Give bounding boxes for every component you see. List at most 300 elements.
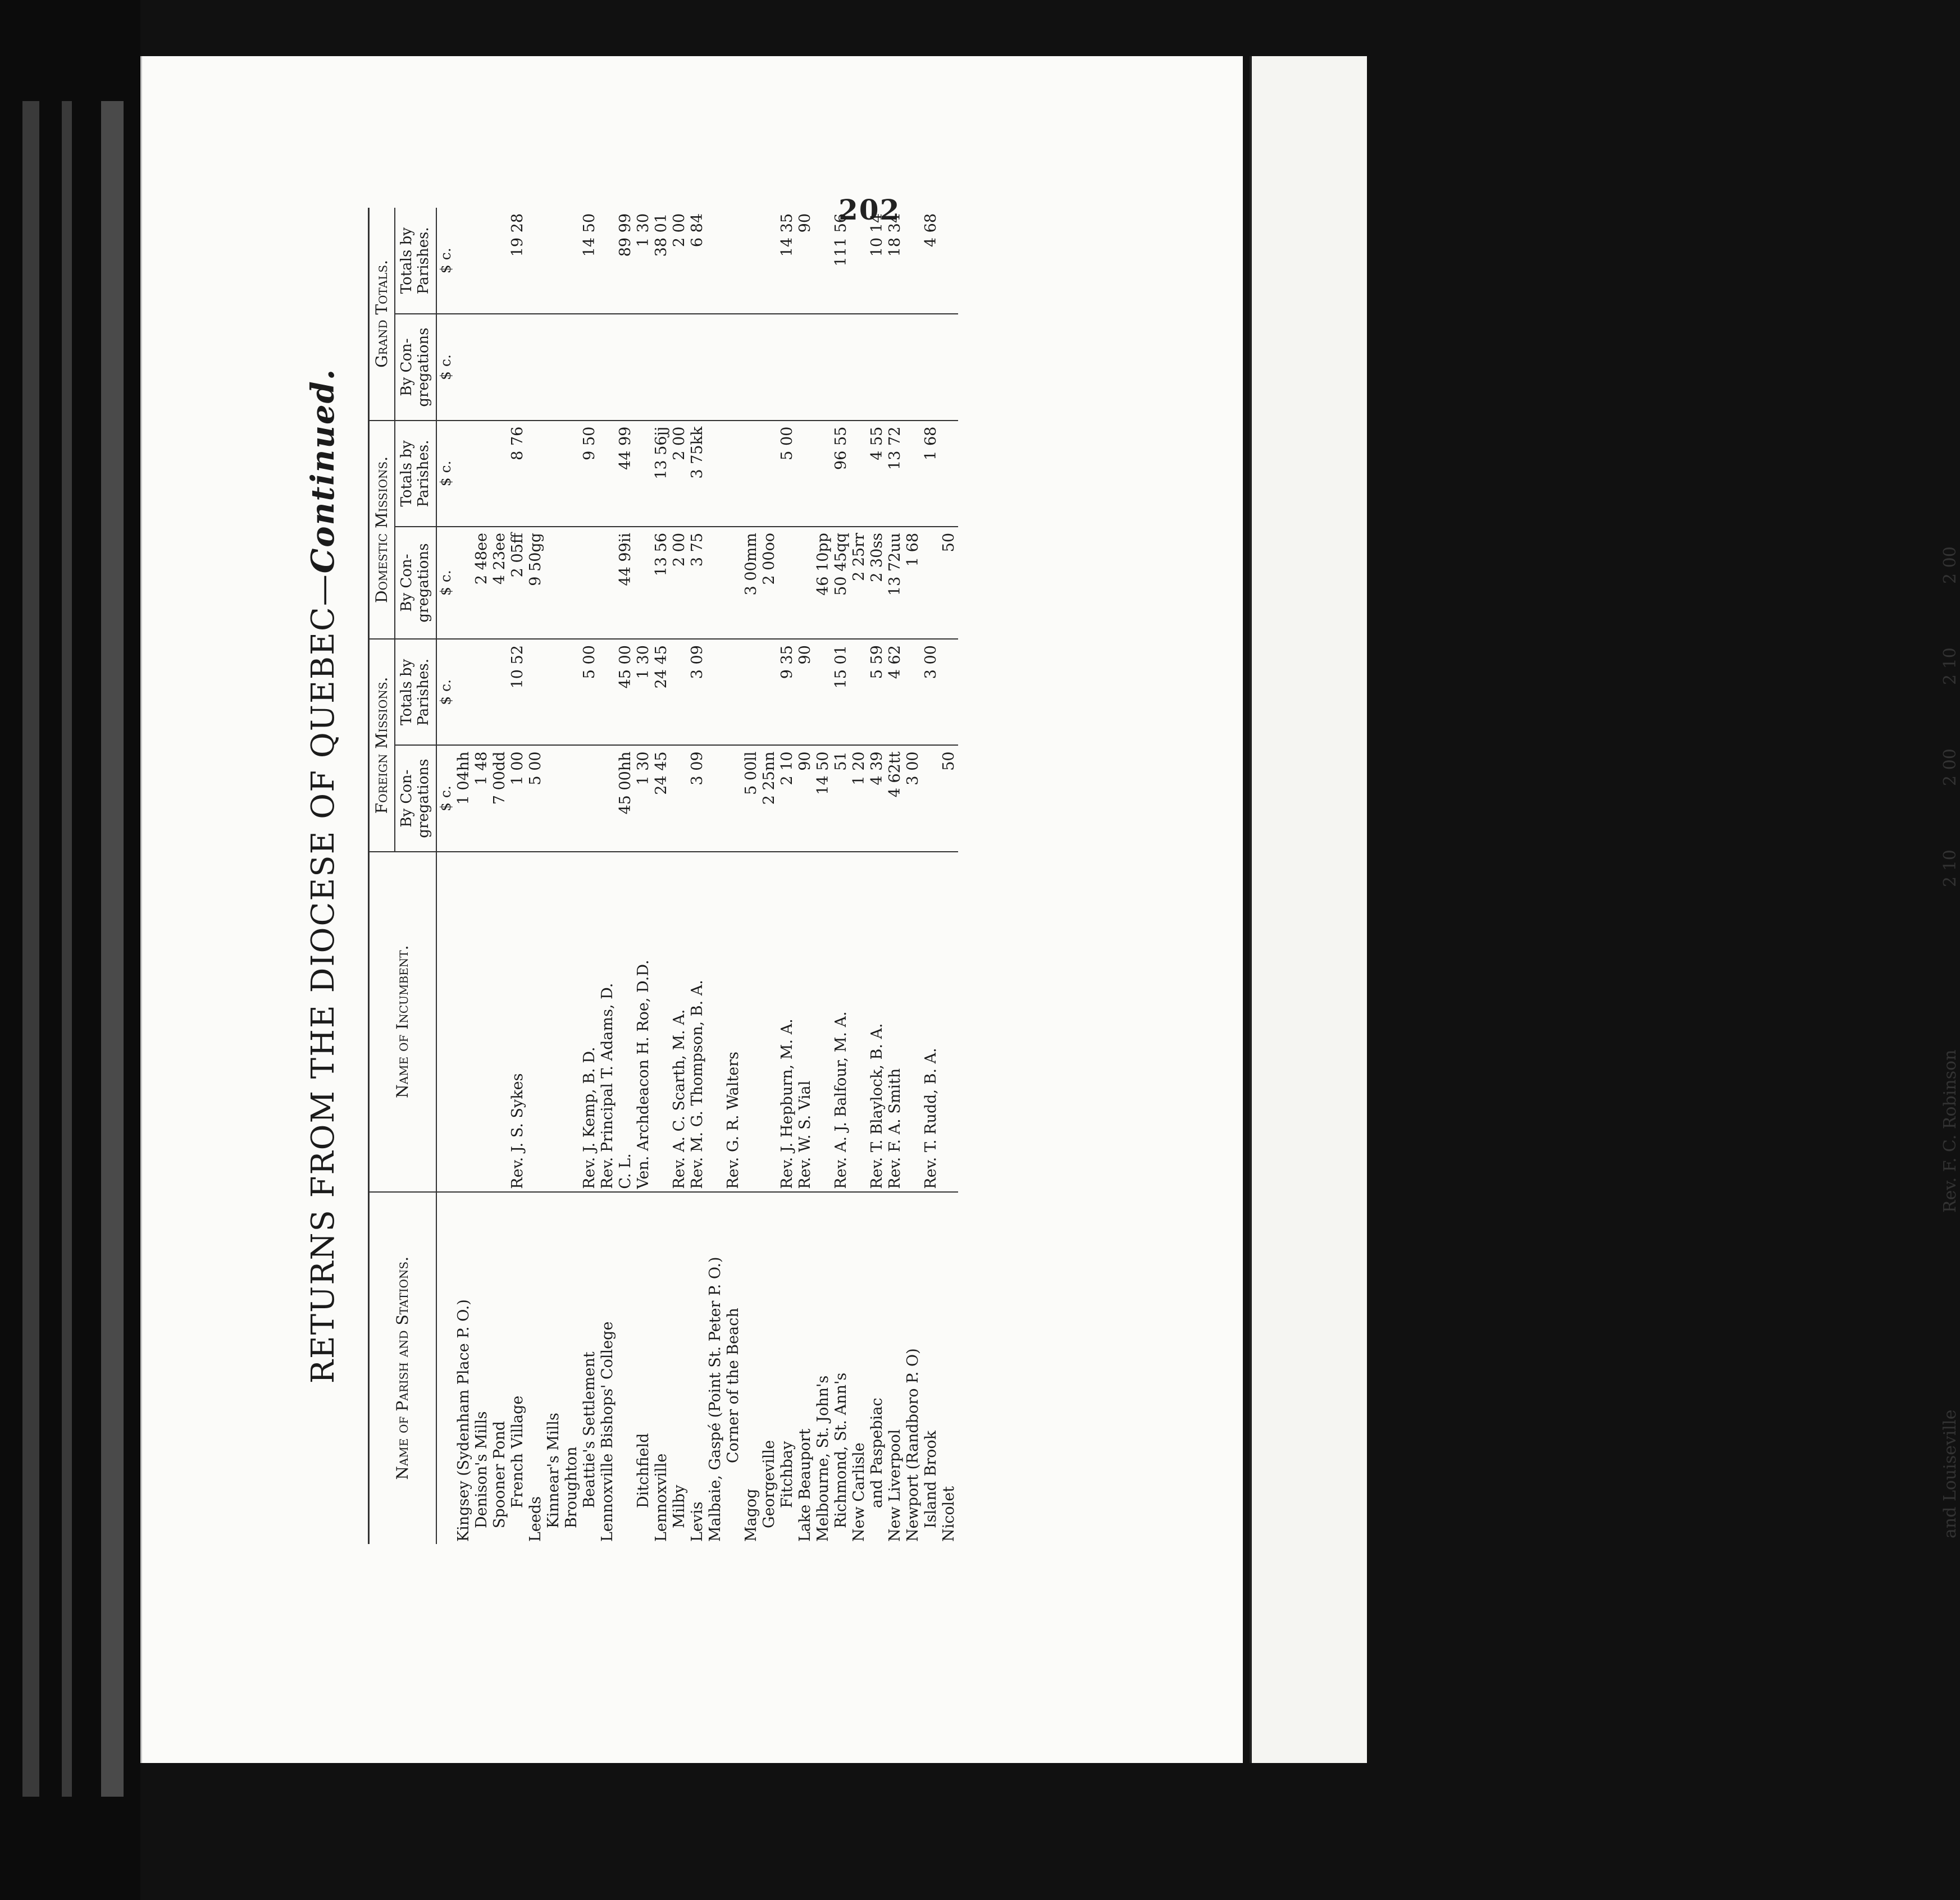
incumbent-cell-text: Rev. J. S. Sykes (508, 1073, 526, 1189)
domestic-parish-total (635, 421, 653, 527)
domestic-parish-total (940, 421, 958, 527)
table-row (653, 208, 671, 1544)
foreign-parish-total-text: 90 (796, 645, 814, 665)
parish-cell (635, 1192, 653, 1544)
foreign-congregation-amount (473, 745, 491, 851)
incumbent-cell (886, 852, 904, 1192)
grand-congregation-amount (832, 314, 850, 420)
domestic-congregation-amount (850, 527, 868, 639)
foreign-parish-total (599, 639, 617, 745)
foreign-congregation-amount-text: 5 00 (526, 751, 544, 785)
incumbent-cell-text: Rev. W. S. Vial (796, 1080, 814, 1189)
grand-parish-total (850, 208, 868, 314)
domestic-congregation-amount-text: 3 75 (688, 533, 706, 567)
table-row (581, 208, 599, 1544)
domestic-congregation-amount (940, 527, 958, 639)
domestic-congregation-amount (760, 527, 778, 639)
domestic-congregation-amount-text: 2 05ff (508, 533, 526, 578)
table-row (545, 208, 563, 1544)
grand-parish-total-text: 19 28 (508, 213, 526, 257)
parish-cell-text: Kinnear's Mills (544, 1413, 562, 1528)
foreign-parish-total (940, 639, 958, 745)
grand-parish-total-text: 14 35 (778, 213, 796, 257)
foreign-parish-total (850, 639, 868, 745)
grand-parish-total (778, 208, 796, 314)
domestic-congregation-amount (509, 527, 527, 639)
incumbent-cell-text: Rev. F. A. Smith (886, 1068, 904, 1189)
parish-cell (473, 1192, 491, 1544)
foreign-congregation-amount (778, 745, 796, 851)
domestic-congregation-amount-text: 50 (940, 533, 958, 552)
grand-congregation-amount (886, 314, 904, 420)
table-row (473, 208, 491, 1544)
grand-parish-total (635, 208, 653, 314)
incumbent-cell (850, 852, 868, 1192)
incumbent-cell-text: Rev. M. G. Thompson, B. A. (688, 980, 706, 1189)
grand-parish-total (832, 208, 850, 314)
domestic-congregation-amount-text: 13 56 (652, 533, 670, 577)
foreign-congregation-amount-text: 1 00 (508, 751, 526, 785)
foreign-congregation-amount (563, 745, 581, 851)
grand-congregation-amount (509, 314, 527, 420)
parish-cell (796, 1192, 814, 1544)
foreign-congregation-amount-text: 5 00ll (742, 751, 760, 795)
table-row (742, 208, 760, 1544)
grand-parish-total-text: 4 68 (922, 213, 940, 248)
foreign-congregation-amount (671, 745, 689, 851)
foreign-congregation-amount (814, 745, 832, 851)
domestic-parish-total-text: 8 76 (508, 426, 526, 460)
incumbent-cell (653, 852, 671, 1192)
domestic-congregation-amount-text: 1 68 (904, 533, 922, 567)
incumbent-cell (581, 852, 599, 1192)
table-row (904, 208, 922, 1544)
unit-cell-empty (436, 852, 455, 1192)
incumbent-cell (599, 852, 617, 1192)
parish-cell-text: Kingsey (Sydenham Place P. O.) (454, 1299, 472, 1542)
grand-congregation-amount (724, 314, 742, 420)
grand-congregation-amount (922, 314, 940, 420)
table-row (814, 208, 832, 1544)
foreign-parish-total (545, 639, 563, 745)
incumbent-cell (796, 852, 814, 1192)
incumbent-cell (527, 852, 545, 1192)
grand-congregation-amount (491, 314, 509, 420)
parish-cell (671, 1192, 689, 1544)
domestic-congregation-amount (832, 527, 850, 639)
title-main: RETURNS FROM THE DIOCESE OF QUEBEC— (305, 573, 341, 1384)
table-row (832, 208, 850, 1544)
domestic-congregation-amount (814, 527, 832, 639)
grand-parish-total-text: 2 00 (670, 213, 688, 248)
grand-parish-total (868, 208, 886, 314)
foreign-congregation-amount-text: 50 (940, 751, 958, 771)
foreign-congregation-amount-text: 7 00dd (490, 751, 508, 805)
domestic-congregation-amount (796, 527, 814, 639)
grand-congregation-amount (455, 314, 473, 420)
parish-cell-text: Malbaie, Gaspé (Point St. Peter P. O.) (706, 1257, 724, 1542)
parish-cell (886, 1192, 904, 1544)
domestic-congregation-amount (653, 527, 671, 639)
parish-cell-text: New Carlisle (850, 1442, 868, 1542)
foreign-parish-total (904, 639, 922, 745)
foreign-congregation-amount (635, 745, 653, 851)
unit-row (436, 208, 455, 1544)
domestic-parish-total (850, 421, 868, 527)
grand-congregation-amount (706, 314, 724, 420)
grand-congregation-amount (563, 314, 581, 420)
foreign-congregation-amount (689, 745, 706, 851)
unit-cell: $ c. (437, 248, 454, 274)
grand-parish-total-text: 89 99 (616, 213, 634, 257)
grand-parish-total (814, 208, 832, 314)
incumbent-cell (940, 852, 958, 1192)
foreign-parish-total (742, 639, 760, 745)
domestic-congregation-amount (599, 527, 617, 639)
grand-parish-total-text: 6 84 (688, 213, 706, 248)
parish-cell (940, 1192, 958, 1544)
domestic-parish-total (796, 421, 814, 527)
incumbent-cell-text: C. L. (616, 1153, 634, 1189)
foreign-parish-total (563, 639, 581, 745)
incumbent-cell (706, 852, 724, 1192)
domestic-parish-total (581, 421, 599, 527)
parish-cell-text: Levis (688, 1501, 706, 1542)
incumbent-cell (742, 852, 760, 1192)
incumbent-cell-text: Rev. J. Kemp, B. D. (580, 1047, 598, 1189)
foreign-parish-total (814, 639, 832, 745)
grand-parish-total-text: 90 (796, 213, 814, 233)
grand-parish-total (563, 208, 581, 314)
header-domestic-by-congregations: By Con-gregations (395, 527, 436, 639)
table-row (599, 208, 617, 1544)
foreign-parish-total (796, 639, 814, 745)
domestic-congregation-amount-text: 9 50gg (526, 533, 544, 586)
incumbent-cell (671, 852, 689, 1192)
foreign-congregation-amount-text: 2 25nn (760, 751, 778, 805)
grand-congregation-amount (473, 314, 491, 420)
grand-congregation-amount (635, 314, 653, 420)
foreign-parish-total (581, 639, 599, 745)
foreign-parish-total (617, 639, 635, 745)
foreign-congregation-amount-text: 1 20 (850, 751, 868, 785)
header-domestic-totals-by-parishes: Totals by Parishes. (395, 421, 436, 527)
parish-cell (778, 1192, 796, 1544)
parish-cell-text: New Liverpool (886, 1429, 904, 1542)
bottom-fragment-number: 2 00 (1940, 748, 1960, 786)
parish-cell-text: French Village (508, 1395, 526, 1508)
table-row (671, 208, 689, 1544)
table-row (527, 208, 545, 1544)
grand-parish-total (742, 208, 760, 314)
domestic-parish-total-text: 13 56jj (652, 426, 670, 479)
domestic-parish-total-text: 1 68 (922, 426, 940, 460)
incumbent-cell-text: Rev. J. Hepburn, M. A. (778, 1018, 796, 1189)
foreign-parish-total-text: 45 00 (616, 645, 634, 689)
foreign-congregation-amount (760, 745, 778, 851)
foreign-parish-total (527, 639, 545, 745)
domestic-parish-total (904, 421, 922, 527)
grand-parish-total (491, 208, 509, 314)
domestic-congregation-amount (778, 527, 796, 639)
parish-cell (904, 1192, 922, 1544)
table-row (940, 208, 958, 1544)
bottom-fragment-number: 2 00 (1940, 546, 1960, 584)
parish-cell (491, 1192, 509, 1544)
incumbent-cell-text: Rev. T. Blaylock, B. A. (868, 1023, 886, 1189)
table-row (491, 208, 509, 1544)
title-continued: Continued. (304, 368, 341, 574)
foreign-parish-total-text: 1 30 (634, 645, 652, 679)
incumbent-cell-text: Rev. G. R. Walters (724, 1052, 742, 1189)
domestic-congregation-amount-text: 2 00 (670, 533, 688, 567)
parish-cell (922, 1192, 940, 1544)
domestic-parish-total (527, 421, 545, 527)
incumbent-cell (814, 852, 832, 1192)
domestic-parish-total (671, 421, 689, 527)
parish-cell-text: Magog (742, 1488, 760, 1542)
foreign-parish-total (653, 639, 671, 745)
domestic-parish-total (455, 421, 473, 527)
grand-parish-total (653, 208, 671, 314)
domestic-parish-total-text: 4 55 (868, 426, 886, 460)
domestic-congregation-amount (473, 527, 491, 639)
domestic-parish-total-text: 96 55 (832, 426, 850, 470)
rotated-table-region (284, 202, 1960, 1550)
domestic-congregation-amount-text: 46 10pp (814, 533, 832, 596)
table-row (689, 208, 706, 1544)
unit-cell-empty (436, 1192, 455, 1544)
domestic-parish-total (814, 421, 832, 527)
parish-cell (527, 1192, 545, 1544)
foreign-congregation-amount-text: 4 62tt (886, 751, 904, 798)
bottom-fragment-left: and Louiseville (1940, 1409, 1960, 1538)
grand-congregation-amount (850, 314, 868, 420)
foreign-congregation-amount (706, 745, 724, 851)
domestic-parish-total (653, 421, 671, 527)
foreign-congregation-amount-text: 14 50 (814, 751, 832, 795)
domestic-parish-total (742, 421, 760, 527)
domestic-parish-total-text: 13 72 (886, 426, 904, 470)
adjacent-page-edge (1250, 56, 1367, 1763)
page-title (284, 202, 362, 1550)
incumbent-cell-text: Rev. Principal T. Adams, D. (598, 983, 616, 1189)
foreign-congregation-amount-text: 45 00hh (616, 751, 634, 815)
foreign-congregation-amount (850, 745, 868, 851)
table-row (706, 208, 724, 1544)
grand-parish-total (689, 208, 706, 314)
domestic-parish-total (724, 421, 742, 527)
parish-cell-text: Ditchfield (634, 1433, 652, 1508)
foreign-congregation-amount (868, 745, 886, 851)
parish-cell (689, 1192, 706, 1544)
foreign-parish-total-text: 9 35 (778, 645, 796, 679)
foreign-parish-total (509, 639, 527, 745)
bottom-fragment-number: 2 10 (1940, 849, 1960, 887)
grand-congregation-amount (527, 314, 545, 420)
header-foreign-totals-by-parishes: Totals by Parishes. (395, 639, 436, 745)
foreign-parish-total (922, 639, 940, 745)
grand-parish-total (599, 208, 617, 314)
foreign-parish-total (473, 639, 491, 745)
grand-congregation-amount (653, 314, 671, 420)
foreign-parish-total (778, 639, 796, 745)
grand-parish-total (922, 208, 940, 314)
grand-congregation-amount (904, 314, 922, 420)
grand-congregation-amount (796, 314, 814, 420)
domestic-parish-total (617, 421, 635, 527)
table-row (760, 208, 778, 1544)
parish-cell (868, 1192, 886, 1544)
binding-stripe (22, 101, 39, 1797)
incumbent-cell (563, 852, 581, 1192)
foreign-parish-total-text: 5 00 (580, 645, 598, 679)
parish-cell-text: Georgeville (760, 1440, 778, 1528)
parish-cell (724, 1192, 742, 1544)
header-domestic-missions: Domestic Missions. (369, 421, 395, 639)
parish-cell-text: Denison's Mills (472, 1411, 490, 1528)
domestic-congregation-amount-text: 2 30ss (868, 533, 886, 582)
unit-cell: $ c. (436, 421, 455, 527)
table-row (922, 208, 940, 1544)
incumbent-cell (832, 852, 850, 1192)
incumbent-cell (904, 852, 922, 1192)
incumbent-cell (922, 852, 940, 1192)
incumbent-cell-text: Ven. Archdeacon H. Roe, D.D. (634, 960, 652, 1189)
incumbent-cell (868, 852, 886, 1192)
grand-congregation-amount (545, 314, 563, 420)
binding-stripe (62, 101, 72, 1797)
returns-table (368, 208, 958, 1544)
grand-parish-total (509, 208, 527, 314)
foreign-parish-total (671, 639, 689, 745)
grand-congregation-amount (599, 314, 617, 420)
binding-stripe (101, 101, 124, 1797)
incumbent-cell-text: Rev. A. C. Scarth, M. A. (670, 1009, 688, 1189)
domestic-parish-total-text: 3 75kk (688, 426, 706, 479)
grand-parish-total (940, 208, 958, 314)
grand-parish-total-text: 38 01 (652, 213, 670, 257)
foreign-congregation-amount (886, 745, 904, 851)
foreign-congregation-amount (455, 745, 473, 851)
header-grand-totals-by-parishes: Totals by Parishes. (395, 208, 436, 314)
foreign-parish-total (832, 639, 850, 745)
foreign-congregation-amount (940, 745, 958, 851)
table-row (617, 208, 635, 1544)
domestic-congregation-amount (886, 527, 904, 639)
incumbent-cell (455, 852, 473, 1192)
domestic-congregation-amount (904, 527, 922, 639)
table-row (796, 208, 814, 1544)
grand-parish-total (796, 208, 814, 314)
incumbent-cell (760, 852, 778, 1192)
domestic-congregation-amount-text: 50 45qq (832, 533, 850, 596)
foreign-congregation-amount (832, 745, 850, 851)
domestic-congregation-amount (635, 527, 653, 639)
parish-cell (455, 1192, 473, 1544)
foreign-parish-total-text: 5 59 (868, 645, 886, 679)
foreign-congregation-amount (904, 745, 922, 851)
foreign-parish-total (760, 639, 778, 745)
foreign-congregation-amount (617, 745, 635, 851)
grand-parish-total (760, 208, 778, 314)
incumbent-cell (545, 852, 563, 1192)
foreign-congregation-amount (922, 745, 940, 851)
table-row (724, 208, 742, 1544)
domestic-congregation-amount-text: 2 00oo (760, 533, 778, 585)
domestic-parish-total (760, 421, 778, 527)
domestic-congregation-amount (455, 527, 473, 639)
domestic-congregation-amount-text: 2 48ee (472, 533, 490, 585)
domestic-parish-total-text: 5 00 (778, 426, 796, 460)
domestic-parish-total (563, 421, 581, 527)
foreign-parish-total-text: 4 62 (886, 645, 904, 679)
domestic-parish-total (473, 421, 491, 527)
foreign-congregation-amount (724, 745, 742, 851)
grand-parish-total (724, 208, 742, 314)
parish-cell (545, 1192, 563, 1544)
foreign-parish-total (886, 639, 904, 745)
table-row (563, 208, 581, 1544)
header-foreign-missions: Foreign Missions. (369, 639, 395, 852)
domestic-parish-total (886, 421, 904, 527)
domestic-congregation-amount-text: 13 72uu (886, 533, 904, 596)
foreign-congregation-amount (581, 745, 599, 851)
parish-cell-text: Newport (Randboro P. O) (904, 1348, 922, 1542)
domestic-congregation-amount-text: 44 99ii (616, 533, 634, 586)
header-incumbent: Name of Incumbent. (369, 852, 436, 1192)
foreign-congregation-amount (527, 745, 545, 851)
foreign-congregation-amount-text: 4 39 (868, 751, 886, 785)
grand-congregation-amount (940, 314, 958, 420)
domestic-parish-total-text: 2 00 (670, 426, 688, 460)
parish-cell-text: Lennoxville (652, 1453, 670, 1542)
parish-cell (760, 1192, 778, 1544)
foreign-congregation-amount-text: 3 00 (904, 751, 922, 785)
domestic-parish-total (778, 421, 796, 527)
parish-cell-text: Broughton (562, 1446, 580, 1528)
grand-parish-total (581, 208, 599, 314)
domestic-parish-total (868, 421, 886, 527)
parish-cell-text: and Paspebiac (868, 1397, 886, 1508)
rotated-table-content (284, 202, 1960, 1550)
domestic-parish-total (491, 421, 509, 527)
foreign-parish-total (635, 639, 653, 745)
domestic-parish-total (689, 421, 706, 527)
incumbent-cell-text: Rev. T. Rudd, B. A. (922, 1048, 940, 1189)
foreign-parish-total-text: 15 01 (832, 645, 850, 689)
foreign-congregation-amount (491, 745, 509, 851)
header-parish: Name of Parish and Stations. (369, 1192, 436, 1544)
domestic-parish-total (599, 421, 617, 527)
domestic-parish-total-text: 44 99 (616, 426, 634, 470)
parish-cell-text: Beattie's Settlement (580, 1351, 598, 1508)
unit-cell: $ c. (436, 745, 455, 851)
parish-cell (581, 1192, 599, 1544)
header-foreign-by-congregations: By Con-gregations (395, 745, 436, 851)
parish-cell-text: Leeds (526, 1496, 544, 1542)
foreign-parish-total-text: 3 09 (688, 645, 706, 679)
domestic-congregation-amount-text: 4 23ee (490, 533, 508, 585)
grand-congregation-amount (617, 314, 635, 420)
domestic-congregation-amount (706, 527, 724, 639)
table-row (455, 208, 473, 1544)
unit-cell: $ c. (436, 527, 455, 639)
grand-parish-total (706, 208, 724, 314)
foreign-congregation-amount-text: 24 45 (652, 751, 670, 795)
grand-congregation-amount (581, 314, 599, 420)
foreign-parish-total-text: 10 52 (508, 645, 526, 689)
